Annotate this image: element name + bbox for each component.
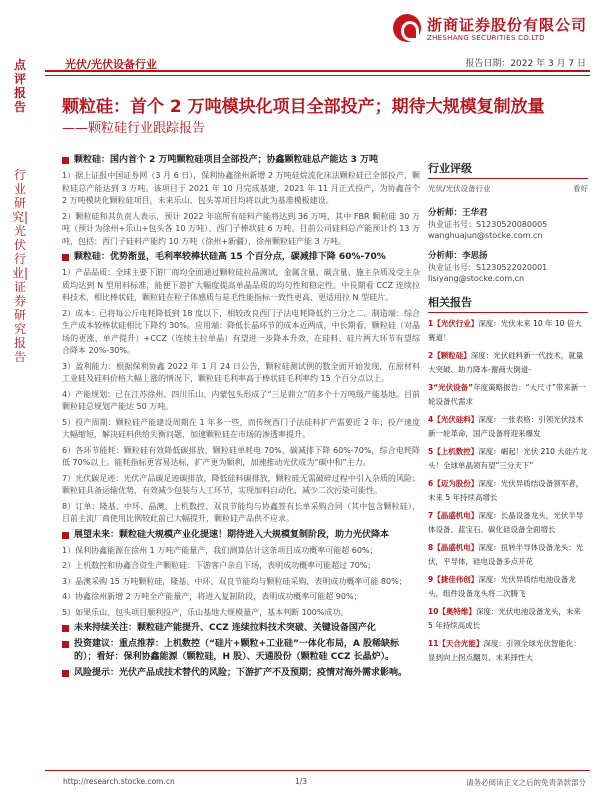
- company-logo: [393, 12, 588, 46]
- page-number: 1/3: [295, 777, 308, 786]
- rating-title: 行业评级: [428, 160, 588, 179]
- paragraph: 7）光伏碳足迹：光伏产品碳足迹碳排放，降低硅料碳排放，颗粒硅无需破碎过程中引入杂质的风险；颗粒硅具备运输优势，有效减少包装与人工环节，实现加料自动化，减少二次污染可能性。: [62, 473, 420, 495]
- paragraph: 3）盈利能力：根据保利协鑫 2022 年 1 月 24 日公告，颗粒硅测试例的数全面开始发现，在原材料工业硅及硅料价格大幅上涨的情况下，颗粒硅毛利率高于棒状硅毛利率约 15 个百分点以上。: [62, 361, 420, 383]
- related-report-tag: 4【光伏硅料】: [428, 415, 479, 424]
- risk-warning: 风险提示：光伏产品成技术替代的风险；下游扩产不及预期；疫情对海外需求影响。: [62, 667, 420, 680]
- paragraph: 5）投产周期：颗粒硅产能建设周期在 1 年多一些，而传统西门子法硅料扩产需要近 2 年；投产速度大幅缩短，解决硅料供给失衡问题，加速颗粒硅在市场的渗透率提升。: [62, 417, 420, 439]
- report-date: 报告日期：2022 年 3 月 7 日: [465, 59, 586, 69]
- section-heading: 颗粒硅：优势渐显，毛利率较棒状硅高 15 个百分点，碳减排下降 60%-70%: [62, 251, 420, 264]
- logo-cn-text: 浙商证券股份有限公司: [427, 16, 588, 34]
- related-report-item[interactable]: [428, 445, 588, 473]
- related-report-item[interactable]: [428, 381, 588, 409]
- analyst-email[interactable]: lisiyang@stocke.com.cn: [428, 274, 525, 283]
- footer: [45, 770, 590, 787]
- disclaimer-note: 请务必阅读正文之后的免责条款部分: [466, 778, 586, 787]
- related-reports-list: [428, 317, 588, 665]
- related-report-item[interactable]: [428, 413, 588, 441]
- rating-row: [428, 183, 588, 194]
- related-report-tag: 5【上机数控】: [428, 447, 479, 456]
- rating-sector: 光伏/光伏设备行业: [428, 184, 491, 193]
- related-report-item[interactable]: [428, 349, 588, 377]
- rating-value: 看好: [573, 184, 588, 193]
- related-report-tag: 7【晶盛机电】: [428, 511, 479, 520]
- outlook-item: 2）上机数控和协鑫合资生产颗粒硅：下游客户亲自下场，表明成功概率可能超过 70%；: [62, 561, 376, 570]
- header-sector: 光伏/光伏设备行业: [65, 58, 158, 71]
- analyst-email[interactable]: wanghuajun@stocke.com.cn: [428, 231, 543, 240]
- related-report-tag: 8【晶盛机电】: [428, 543, 479, 552]
- related-report-tag: 9【捷佳伟创】: [428, 575, 479, 584]
- footer-url[interactable]: http://research.stocke.com.cn: [63, 777, 175, 786]
- paragraph: 2）颗粒硅和其负责人表示，预计 2022 年底所有硅料产能将达到 36 万吨，其中 FBR 颗粒硅 30 万吨（预计为徐州+乐山+包头各 10 万吨）、西门子棒状硅 6 万吨。目前公司硅料总产能预计约 13 万吨，包括：西门子硅料产能约 10 万吨（徐州+新疆），徐州颗粒硅产能 3 万吨。: [62, 211, 420, 246]
- analyst-cert: 执业证书号：S1230520080005: [428, 220, 548, 229]
- related-report-item[interactable]: [428, 637, 588, 665]
- related-report-tag: 1【光伏行业】: [428, 319, 479, 328]
- paragraph: 1）据上证报中国证券网（3 月 6 日），保利协鑫徐州新增 2 万吨硅烷流化床法颗粒硅已全部投产，颗粒硅总产能达到 3 万吨。该项目于 2021 年 10 月完成基建，2021 年 11 月正式投产，为协鑫首个 2 万吨模块化颗粒硅项目，未来乐山、包头等项目均将以此为基准模板建设。: [62, 171, 420, 205]
- report-subtitle: ——颗粒硅行业跟踪报告: [62, 121, 206, 136]
- paragraph: 2）成本：已将每公斤电耗降低到 18 度以下，相较改良西门子法电耗降低约三分之二。制造端：综合生产成本较棒状硅相比下降约 30%。应用端：降低长晶环节的成本近两成，中长期看，颗粒硅（对晶场的更涨、单产提升）+CCZ（连续主拉单晶）有望进一步降本升效，在硅料、硅片两大环节有望综合降本 20%-30%。: [62, 308, 420, 355]
- report-title: 颗粒硅：首个 2 万吨模块化项目全部投产；期待大规模复制放量: [62, 97, 545, 117]
- divider: [45, 75, 590, 76]
- analyst-cert: 执业证书号：S1230522020001: [428, 263, 548, 272]
- outlook-item: 1）保利协鑫能源在徐州 1 万吨产能量产，我们测算估计这条项目成功概率可能超 60%；: [62, 545, 378, 555]
- related-report-text: 深度：光伏未来 10 年 10 倍大赛道！: [428, 319, 582, 342]
- related-report-tag: 10【奥特维】: [428, 607, 476, 616]
- related-report-item[interactable]: [428, 509, 588, 537]
- related-report-text: 深度：一张表格：引领光伏技术新一轮革命，国产设备将迎来爆发: [428, 415, 584, 438]
- related-report-text: 深度：崛起！光伏 210 大硅片龙头！全球单晶领有望“三分天下”: [428, 447, 588, 470]
- section-heading: 未来持续关注：颗粒硅产能提升、CCZ 连续拉料技术突破、关键设备国产化: [62, 622, 420, 635]
- related-report-tag: 11【天合光能】: [428, 639, 484, 648]
- related-report-text: 深度：引领全球光伏智能化：显到向上拐点翻页、未来择性大: [428, 639, 581, 662]
- paragraph: 4）产能规划：已在江苏徐州、四川乐山、内蒙包头形成了“三足鼎立”的多个十万吨级产能基地。目前颗粒硅总规划产能达 50 万吨。: [62, 389, 420, 411]
- analyst-name: 分析师：李思扬: [428, 251, 488, 261]
- related-report-tag: 3“光伏设备”: [428, 383, 474, 392]
- analyst-card: [428, 251, 588, 284]
- main-content: [62, 154, 420, 683]
- paragraph: 6）各环节能耗：颗粒硅有效降低碳排放，颗粒硅单耗电 70%，碳减排下降 60%-70%，综合电耗降低 70%以上。能耗指标更容易达标，扩产更为顺利，加速推动光伏成为“碳中和”主力。: [62, 445, 420, 467]
- related-report-text: 深度：光伏异质结设备领军者，未来 5 年持续高增长: [428, 479, 584, 502]
- report-category-vertical: 行业研究|光伏行业|证券研究报告: [11, 168, 29, 364]
- related-report-text: 深度：光伏电池设备龙头，未来 5 年持续高成长: [428, 607, 581, 630]
- outlook-item: 3）晶澳采购 15 万吨颗粒硅，隆基、中环、双良节能均与颗粒硅采购，表明成功概率可能 80%；: [62, 576, 407, 586]
- logo-mark-icon: [393, 14, 421, 42]
- related-report-tag: 2【颗粒硅】: [428, 351, 471, 360]
- related-report-item[interactable]: [428, 317, 588, 345]
- analyst-name: 分析师：王华君: [428, 208, 488, 218]
- analyst-card: [428, 208, 588, 241]
- paragraph: 1）产品品质：全球主要下游厂商均全面通过颗粒硅拉晶测试，金属含量、碳含量、施主杂质及受主杂质均达到 N 型用料标准，能便下游扩大幅度提高单晶品质的均匀性和稳定性。中長期看 CCZ 连续拉料技术，相比棒状硅，颗粒硅在粒子体感质与是毛性能指标一致性更高、更适用拉 N 型硅片。: [62, 268, 420, 302]
- related-report-text: 深度：长晶设备龙头，光伏半导体设备、蓝宝石、碳化硅设备全面增长: [428, 511, 584, 534]
- related-report-text: 年度策略报告：“大尺寸”带来新一轮设备代需求: [428, 383, 586, 406]
- related-report-text: 深度：光伏硅料新一代技术，就量大突破、助力降本-谢商大倒道-: [428, 351, 584, 374]
- section-heading: 颗粒硅：国内首个 2 万吨颗粒硅项目全部投产；协鑫颗粒硅总产能达 3 万吨: [62, 154, 420, 167]
- section-heading: 展望未来：颗粒硅大规模产业化提速！期待进入大规模复制阶段，助力光伏降本: [62, 529, 420, 542]
- report-type-vertical: 点评报告: [13, 58, 26, 114]
- logo-en-text: ZHESHANG SECURITIES CO.LTD: [427, 34, 545, 42]
- related-reports-title: 相关报告: [428, 294, 588, 313]
- related-report-item[interactable]: [428, 573, 588, 601]
- related-report-item[interactable]: [428, 605, 588, 633]
- related-report-text: 深度：光伏异质结电池设备龙头，组件设备龙头将二次腾飞: [428, 575, 576, 598]
- investment-advice: 投资建议：重点推荐：上机数控（“硅片+颗粒+工业硅”一体化布局，A 股稀缺标的）；看好：保利协鑫能源（颗粒硅，H 股）、天通股份（颗粒硅 CCZ 长晶炉）。: [62, 638, 420, 664]
- header-bar: [45, 52, 590, 72]
- related-report-text: 深度：扭转半导体设备龙头：光伏，平导体，硅电设备多点开花: [428, 543, 584, 566]
- paragraph: 8）订单：隆基、中环、晶澳、上机数控、双良节能均与协鑫签有长单采购合同（其中包含颗粒硅），目前主流厂商使用比例较此前已大幅提升，颗粒硅产品供不应求。: [62, 501, 420, 523]
- related-report-tag: 6【迈为股份】: [428, 479, 479, 488]
- outlook-item: 5）如果乐山、包头项目顺利投产，乐山基地大规模量产，基本判断 100%成功。: [62, 607, 349, 617]
- related-report-item[interactable]: [428, 477, 588, 505]
- outlook-item: 4）协鑫徐州新增 2 万吨全产能量产，将进入复制阶段，表明成功概率可能超 90%；: [62, 592, 362, 601]
- related-report-item[interactable]: [428, 541, 588, 569]
- sidebar: [428, 160, 588, 669]
